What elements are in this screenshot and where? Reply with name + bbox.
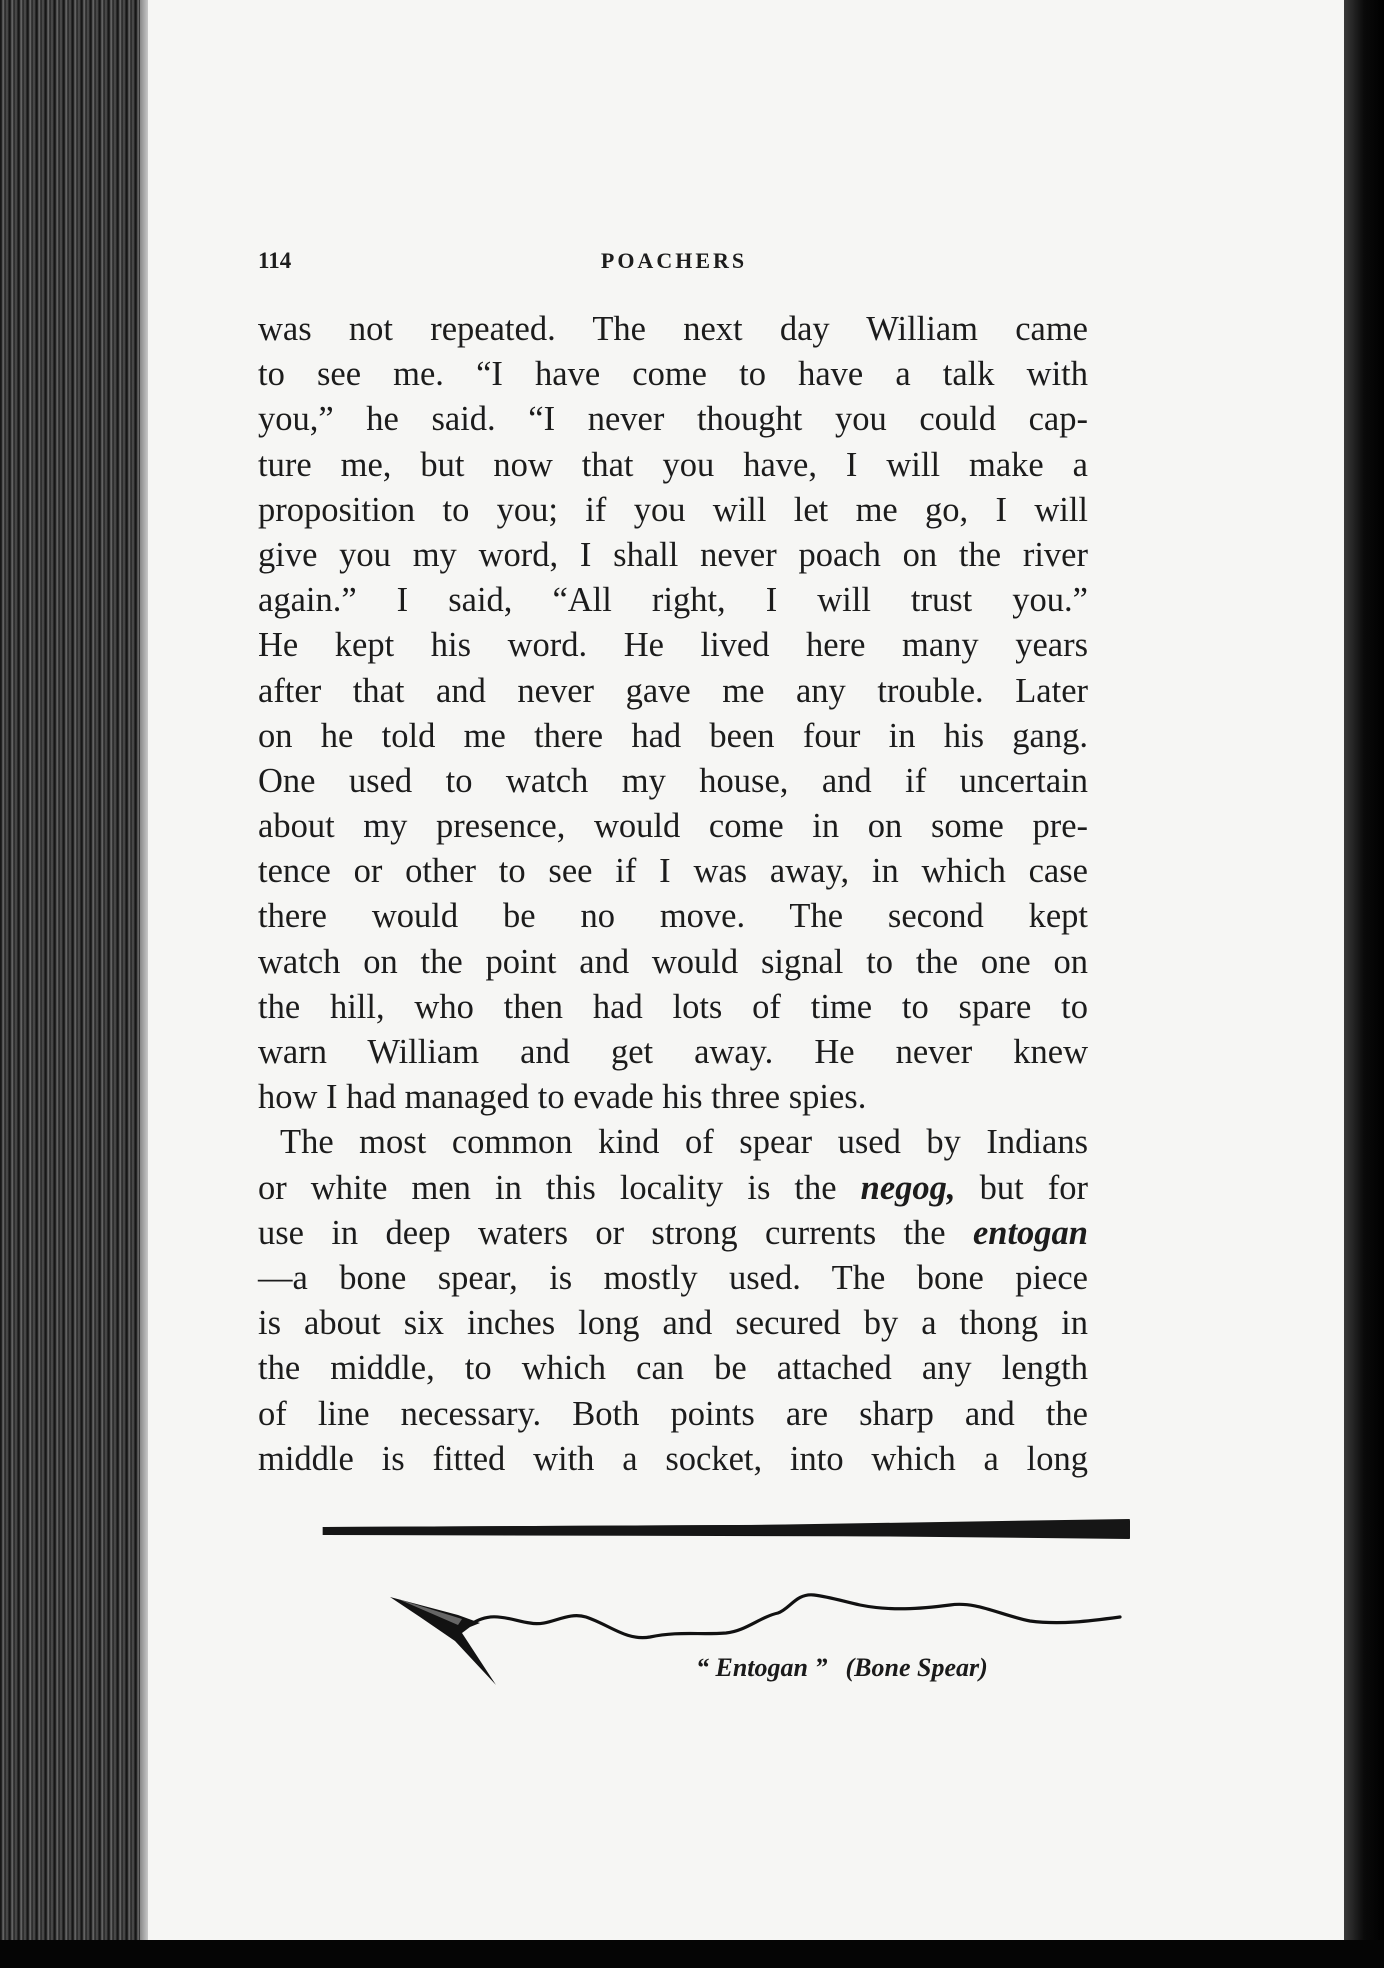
text-line: was not repeated. The next day William came (258, 310, 1088, 348)
text-line: on he told me there had been four in his gang. (258, 716, 1088, 755)
text-line: is about six inches long and secured by a thong in (258, 1304, 1088, 1343)
text-line: of line necessary. Both points are sharp and the (258, 1394, 1088, 1433)
text-line: to see me. “I have come to have a talk with (258, 355, 1088, 394)
text-line: warn William and get away. He never knew (258, 1033, 1088, 1071)
text-line: give you my word, I shall never poach on the river (258, 535, 1088, 574)
page-header (258, 248, 1090, 278)
text-line: tence or other to see if I was away, in which case (258, 852, 1088, 891)
text-line: He kept his word. He lived here many years (258, 626, 1088, 665)
text-line: or white men in this locality is the negog, but for (258, 1168, 1088, 1207)
body-text (258, 307, 1088, 1482)
figure-caption (696, 1653, 988, 1683)
text-line: —a bone spear, is mostly used. The bone piece (258, 1258, 1088, 1297)
caption-name: “ Entogan ” (696, 1653, 828, 1682)
caption-description: (Bone Spear) (845, 1653, 988, 1682)
text-line: watch on the point and would signal to the one on (258, 942, 1088, 981)
bone-spear-drawing (230, 1505, 1130, 1705)
binding-edge (1344, 0, 1384, 1968)
spear-illustration (230, 1505, 1130, 1705)
text-line: use in deep waters or strong currents the entogan (258, 1213, 1088, 1252)
italic-term-entogan: entogan (972, 1213, 1088, 1252)
text-line: after that and never gave me any trouble. Later (258, 671, 1088, 710)
italic-term-negog: negog, (860, 1168, 956, 1207)
text-line: middle is fitted with a socket, into which a long (258, 1439, 1088, 1478)
text-line: again.” I said, “All right, I will trust you.” (258, 581, 1088, 620)
text-line: One used to watch my house, and if uncertain (258, 761, 1088, 800)
text-line: how I had managed to evade his three spies. (258, 1078, 867, 1117)
page-edges (0, 0, 150, 1968)
text-line: proposition to you; if you will let me go, I will (258, 490, 1088, 529)
text-line: there would be no move. The second kept (258, 897, 1088, 936)
text-line: you,” he said. “I never thought you could cap- (258, 400, 1088, 439)
text-line: the middle, to which can be attached any length (258, 1349, 1088, 1388)
text-line: The most common kind of spear used by Indians (280, 1123, 1088, 1162)
text-line: about my presence, would come in on some pre- (258, 807, 1088, 846)
page-number: 114 (258, 248, 292, 273)
running-title: POACHERS (600, 248, 748, 273)
bottom-edge (0, 1940, 1384, 1968)
text-line: the hill, who then had lots of time to spare to (258, 987, 1088, 1026)
text-line: ture me, but now that you have, I will make a (258, 445, 1088, 484)
